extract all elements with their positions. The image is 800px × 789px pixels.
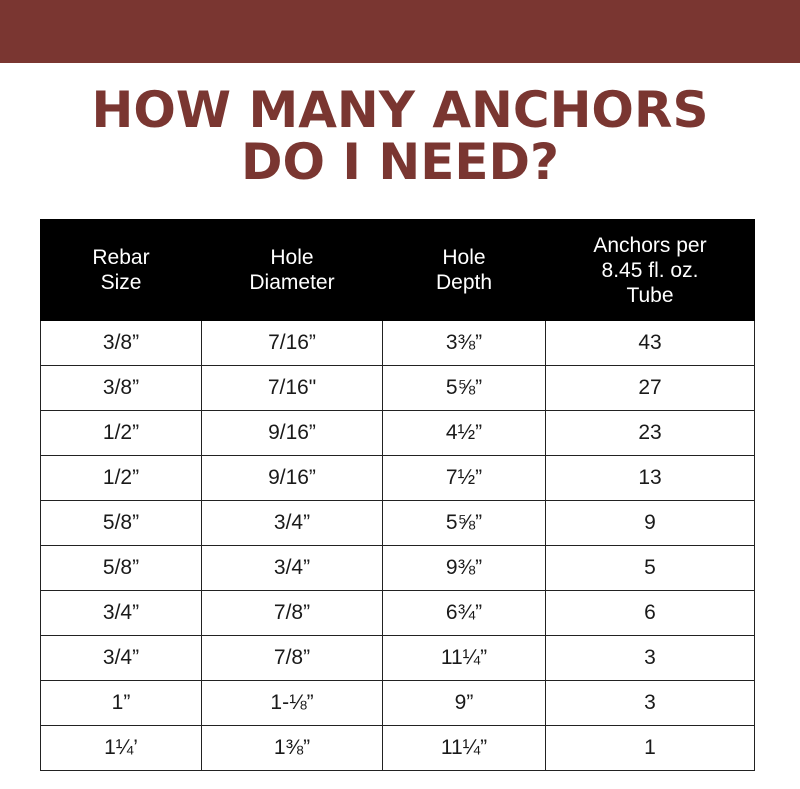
table-row: [41, 366, 755, 411]
header-rebar-size: [41, 220, 202, 321]
header-line: Hole: [442, 246, 486, 269]
header-line: Diameter: [249, 271, 335, 294]
cell-rebar-size: 3/8”: [41, 366, 202, 411]
header-line: Depth: [435, 271, 493, 294]
cell-rebar-size: 3/8”: [41, 321, 202, 366]
cell-hole-depth: 9⅜”: [383, 546, 546, 591]
header-anchors-per-tube: [546, 220, 755, 321]
cell-hole-depth: 5⅝”: [383, 501, 546, 546]
cell-anchors-per-tube: 27: [546, 366, 755, 411]
cell-anchors-per-tube: 1: [546, 726, 755, 771]
table-row: [41, 411, 755, 456]
header-line: Tube: [626, 283, 674, 307]
cell-rebar-size: 1/2”: [41, 411, 202, 456]
cell-hole-depth: 11¼”: [383, 636, 546, 681]
table-row: [41, 456, 755, 501]
cell-hole-depth: 4½”: [383, 411, 546, 456]
cell-hole-diameter: 1⅜”: [202, 726, 383, 771]
cell-rebar-size: 5/8”: [41, 501, 202, 546]
cell-hole-diameter: 9/16”: [202, 411, 383, 456]
cell-hole-depth: 3⅜”: [383, 321, 546, 366]
cell-hole-diameter: 3/4”: [202, 546, 383, 591]
cell-rebar-size: 3/4”: [41, 636, 202, 681]
table-row: [41, 591, 755, 636]
table-header-row: [41, 220, 755, 321]
cell-hole-depth: 6¾”: [383, 591, 546, 636]
cell-anchors-per-tube: 43: [546, 321, 755, 366]
table-row: [41, 636, 755, 681]
cell-hole-depth: 7½”: [383, 456, 546, 501]
header-line: Hole: [270, 246, 314, 269]
cell-anchors-per-tube: 3: [546, 636, 755, 681]
cell-rebar-size: 1/2”: [41, 456, 202, 501]
header-line: Anchors per: [593, 233, 707, 257]
anchors-table: [40, 219, 755, 771]
cell-hole-diameter: 1-⅛”: [202, 681, 383, 726]
cell-rebar-size: 3/4”: [41, 591, 202, 636]
title-line-1: HOW MANY ANCHORS: [91, 81, 709, 139]
cell-hole-diameter: 7/8”: [202, 636, 383, 681]
cell-hole-diameter: 9/16”: [202, 456, 383, 501]
cell-rebar-size: 5/8”: [41, 546, 202, 591]
cell-anchors-per-tube: 3: [546, 681, 755, 726]
table-row: [41, 726, 755, 771]
cell-anchors-per-tube: 5: [546, 546, 755, 591]
cell-anchors-per-tube: 23: [546, 411, 755, 456]
cell-hole-depth: 11¼”: [383, 726, 546, 771]
title-line-2: DO I NEED?: [240, 133, 560, 191]
cell-hole-diameter: 7/8”: [202, 591, 383, 636]
cell-anchors-per-tube: 9: [546, 501, 755, 546]
cell-hole-diameter: 7/16”: [202, 321, 383, 366]
cell-rebar-size: 1¼’: [41, 726, 202, 771]
table-row: [41, 546, 755, 591]
header-hole-diameter: [202, 220, 383, 321]
table-row: [41, 681, 755, 726]
table-row: [41, 501, 755, 546]
header-line: Size: [100, 271, 142, 294]
top-banner: [0, 0, 800, 63]
cell-hole-diameter: 7/16": [202, 366, 383, 411]
header-line: 8.45 fl. oz.: [601, 258, 699, 282]
cell-hole-depth: 9”: [383, 681, 546, 726]
page-title: [0, 81, 800, 191]
cell-anchors-per-tube: 13: [546, 456, 755, 501]
cell-anchors-per-tube: 6: [546, 591, 755, 636]
header-line: Rebar: [92, 246, 150, 269]
cell-hole-diameter: 3/4”: [202, 501, 383, 546]
table-row: [41, 321, 755, 366]
cell-rebar-size: 1”: [41, 681, 202, 726]
header-hole-depth: [383, 220, 546, 321]
cell-hole-depth: 5⅝”: [383, 366, 546, 411]
